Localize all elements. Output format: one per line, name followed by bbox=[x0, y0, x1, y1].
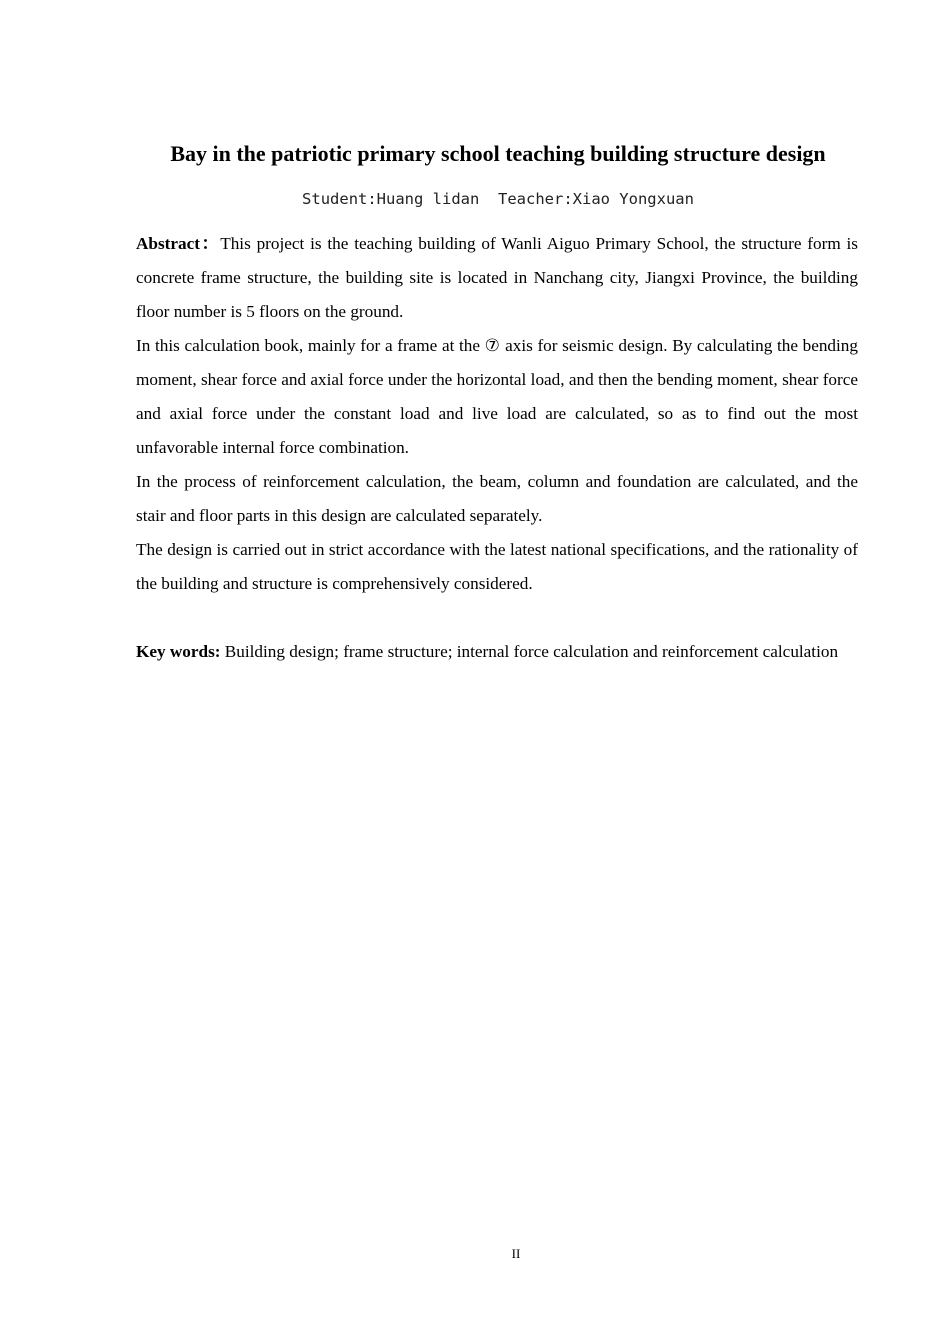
abstract-paragraph bbox=[136, 227, 858, 329]
document-title: Bay in the patriotic primary school teaching building structure design bbox=[170, 141, 826, 166]
abstract-label: Abstract： bbox=[136, 234, 221, 253]
keywords-text: Building design; frame structure; internal force calculation and reinforcement calculation bbox=[220, 642, 839, 661]
abstract-paragraph: The design is carried out in strict accordance with the latest national specifications, and the rationality of the building and structure is comprehensively considered. bbox=[136, 540, 858, 593]
page-number: II bbox=[511, 1246, 521, 1261]
keywords-paragraph bbox=[136, 635, 858, 669]
abstract-paragraph: In the process of reinforcement calculation, the beam, column and foundation are calculated, and the stair and floor parts in this design are calculated separately. bbox=[136, 472, 858, 525]
abstract-paragraph: In this calculation book, mainly for a frame at the ⑦ axis for seismic design. By calculating the bending moment, shear force and axial force under the horizontal load, and then the bending moment, shear force and axial force under the constant load and live load are calculated, so as to find out the most unfavorable internal force combination. bbox=[136, 336, 858, 457]
keywords-label: Key words: bbox=[136, 642, 221, 661]
authors-line: Student:Huang lidan Teacher:Xiao Yongxuan bbox=[302, 190, 694, 208]
abstract-section bbox=[136, 227, 858, 669]
abstract-text: This project is the teaching building of Wanli Aiguo Primary School, the structure form is concrete frame structure, the building site is located in Nanchang city, Jiangxi Province, the building floor number is 5 floors on the ground. bbox=[136, 234, 858, 321]
